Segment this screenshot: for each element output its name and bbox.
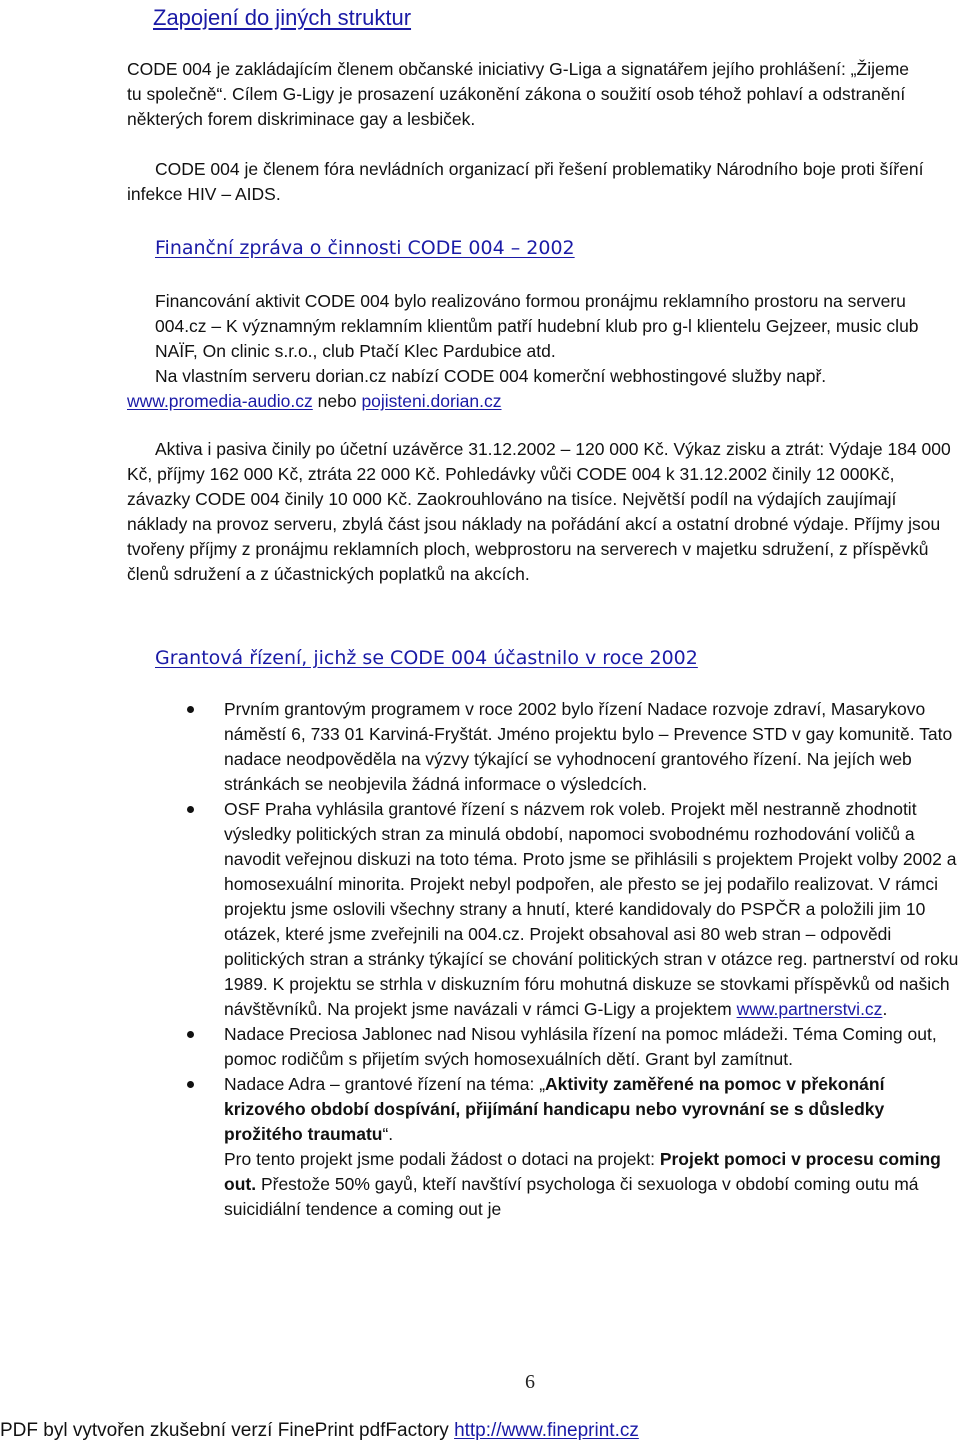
grant-item-punct: . xyxy=(882,999,888,1019)
grant-adra-project: Projekt pomoci v procesu coming out. xyxy=(224,1149,941,1194)
paragraph-hiv-forum: CODE 004 je členem fóra nevládních organizací při řešení problematiky Národního boje proti šíření infekce HIV – AIDS. xyxy=(127,159,924,204)
spacer xyxy=(155,414,957,437)
grant-item xyxy=(224,697,960,797)
link-partnerstvi[interactable]: www.partnerstvi.cz xyxy=(736,999,883,1019)
pdf-footer xyxy=(0,1418,960,1448)
financial-report-body xyxy=(127,289,957,587)
grant-item-text: Nadace Preciosa Jablonec nad Nisou vyhlásila řízení na pomoc mládeži. Téma Coming out, pomoc rodičům s přijetím svých homosexuálních dětí. Grant byl zamítnut. xyxy=(224,1024,937,1069)
funding-text-2: Na vlastním serveru dorian.cz nabízí CODE 004 komerční webhostingové služby např. xyxy=(155,366,827,386)
grant-adra-intro: Nadace Adra – grantové řízení na téma: „ xyxy=(224,1074,546,1094)
grant-item-text: Prvním grantovým programem v roce 2002 bylo řízení Nadace rozvoje zdraví, Masarykovo náměstí 6, 733 01 Karviná-Fryštát. Jméno projektu bylo – Prevence STD v gay komunitě. Tato nadace neodpověděla na výzvy týkající se vyhodnocení grantového řízení. Na jejích web stránkách se neobjevila žádná informace o výsledcích. xyxy=(224,699,953,794)
grant-adra-theme: Aktivity zaměřené na pomoc v překonání krizového období dospívání, přijímání handicapu nebo vyrovnání se s důsledky prožitého traumatu xyxy=(224,1074,885,1144)
funding-paragraph xyxy=(155,289,957,364)
paragraph-g-liga: CODE 004 je zakládajícím členem občanské iniciativy G-Liga a signatářem jejího prohlášení: „Žijeme tu společně“. Cílem G-Ligy je prosazení uzákonění zákona o soužití osob téhož pohlaví a odstranění některých forem diskriminace gay a lesbiček. xyxy=(127,59,910,129)
webhosting-paragraph xyxy=(155,364,957,389)
grant-adra-tail: Přestože 50% gayů, kteří navštíví psychologa či sexuologa v období coming outu má suicidiální tendence a coming out je xyxy=(224,1174,919,1219)
grant-item xyxy=(224,1072,960,1222)
page-number: 6 xyxy=(525,1371,535,1393)
balance-paragraph: Aktiva i pasiva činily po účetní uzávěrce 31.12.2002 – 120 000 Kč. Výkaz zisku a ztrát: Výdaje 184 000 Kč, příjmy 162 000 Kč, ztráta 22 000 Kč. Pohledávky vůči CODE 004 k 31.12.2002 činily 12 000Kč, závazky CODE 004 činily 10 000 Kč. Zaokrouhlováno na tisíce. Největší podíl na výdajích zaujímají náklady na provoz serveru, zbylá část jsou náklady na pořádání akcí a ostatní drobné výdaje. Příjmy jsou tvořeny příjmy z pronájmu reklamních ploch, webprostoru na serverech v majetku sdružení, z příspěvků členů sdružení a z účastnických poplatků na akcích. xyxy=(127,439,951,584)
footer-text: PDF byl vytvořen zkušební verzí FinePrint pdfFactory xyxy=(0,1420,455,1441)
grant-item xyxy=(224,1022,960,1072)
links-paragraph xyxy=(127,389,957,414)
link-connector: nebo xyxy=(312,391,362,411)
grant-list xyxy=(224,697,960,1222)
grant-adra-second-intro: Pro tento projekt jsme podali žádost o dotaci na projekt: xyxy=(224,1149,660,1169)
funding-text-1: Financování aktivit CODE 004 bylo realizováno formou pronájmu reklamního prostoru na serveru 004.cz – K významným reklamním klientům patří hudební klub pro g-l klientelu Gejzeer, music club NAÏF, On clinic s.r.o., club Ptačí Klec Pardubice atd. xyxy=(155,291,919,361)
grant-item-text: OSF Praha vyhlásila grantové řízení s názvem rok voleb. Projekt měl nestranně zhodnotit výsledky politických stran za minulá období, napomoci svobodnému rozhodování voličů a navodit veřejnou diskuzi na toto téma. Proto jsme se přihlásili s projektem Projekt volby 2002 a homosexuální minorita. Projekt nebyl podpořen, ale přesto se jej podařilo realizovat. V rámci projektu jsme oslovili všechny strany a hnutí, které kandidovaly do PSPČR a položili jim 10 otázek, které jsme zveřejnili na 004.cz. Projekt obsahoval asi 80 web stran – odpovědi politických stran a stránky týkající se chování politických stran v otázce reg. partnerství od roku 1989. K projektu se strhla v diskuzním fóru mohutná diskuze se stovkami příspěvků od našich návštěvníků. Na projekt jsme navázali v rámci G-Ligy a projektem xyxy=(224,799,959,1019)
section-title-grants: Grantová řízení, jichž se CODE 004 účastnilo v roce 2002 xyxy=(155,647,698,669)
section-title-financial-report: Finanční zpráva o činnosti CODE 004 – 2002 xyxy=(155,237,575,259)
grant-adra-intro-end: “. xyxy=(382,1124,394,1144)
link-promedia-audio[interactable]: www.promedia-audio.cz xyxy=(127,391,313,411)
link-pojisteni-dorian[interactable]: pojisteni.dorian.cz xyxy=(361,391,502,411)
grant-item xyxy=(224,797,960,1022)
footer-link-fineprint[interactable]: http://www.fineprint.cz xyxy=(454,1420,639,1441)
section-title-other-structures: Zapojení do jiných struktur xyxy=(153,5,412,30)
